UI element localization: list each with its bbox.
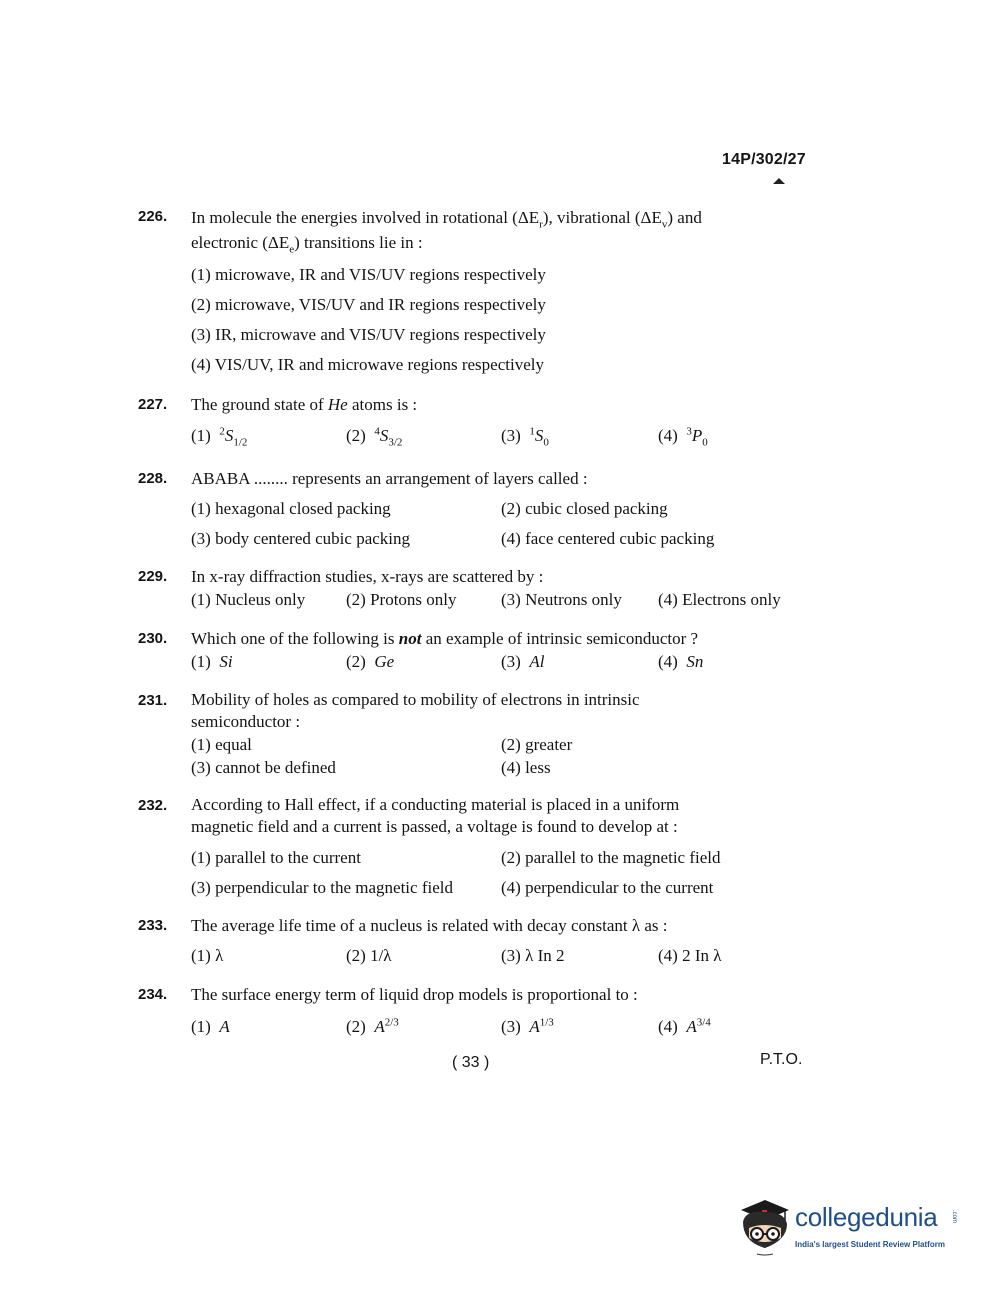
options (191, 263, 806, 383)
question-234 (138, 983, 806, 1038)
options (191, 944, 806, 967)
question-stem: ABABA ........ represents an arrangement of layers called : (191, 469, 588, 488)
options (191, 424, 806, 447)
question-number: 231. (138, 692, 168, 709)
question-number: 233. (138, 917, 168, 934)
question-232 (138, 794, 806, 899)
mascot-icon (735, 1196, 793, 1258)
option-3[interactable]: (3) Neutrons only (501, 590, 622, 609)
option-3[interactable]: (3) λ In 2 (501, 946, 565, 965)
logo-wordmark: collegedunia (795, 1202, 938, 1232)
question-stem: Mobility of holes as compared to mobility of electrons in intrinsic semiconductor : (191, 690, 640, 731)
option-4[interactable]: (4) Electrons only (658, 590, 781, 609)
question-number: 229. (138, 568, 168, 585)
options (191, 497, 806, 550)
page-number: ( 33 ) (452, 1054, 490, 1071)
question-number: 234. (138, 986, 168, 1003)
question-226 (138, 205, 806, 383)
option-1[interactable]: (1) λ (191, 946, 224, 965)
logo-tagline: India's largest Student Review Platform (795, 1240, 945, 1249)
question-stem: In x-ray diffraction studies, x-rays are scattered by : (191, 567, 544, 586)
option-4[interactable]: (4) VIS/UV, IR and microwave regions respectively (191, 355, 544, 374)
question-number: 228. (138, 470, 168, 487)
option-1[interactable]: (1) Si (191, 652, 233, 671)
question-stem: Which one of the following is not an example of intrinsic semiconductor ? (191, 629, 699, 648)
question-229 (138, 565, 806, 611)
question-stem: In molecule the energies involved in rotational $(\Delta E_r)$, vibrational $(\Delta E_v)$ and electronic $(\Delta E_e)$ transitions lie in : (191, 208, 702, 256)
option-2[interactable]: (2) 1/λ (346, 946, 392, 965)
option-3[interactable]: (3) $A^{1/3}$ (501, 1016, 554, 1036)
option-4[interactable]: (4) $^3P_0$ (658, 425, 708, 449)
question-227 (138, 393, 806, 447)
paper-code: 14P/302/27 (722, 151, 806, 168)
question-number: 226. (138, 208, 168, 225)
question-number: 230. (138, 630, 168, 647)
question-number: 232. (138, 797, 168, 814)
option-2[interactable]: (2) Ge (346, 652, 395, 671)
option-3[interactable]: (3) IR, microwave and VIS/UV regions respectively (191, 325, 546, 344)
pto-label: P.T.O. (760, 1051, 803, 1068)
option-4[interactable]: (4) $A^{3/4}$ (658, 1016, 711, 1036)
option-3[interactable]: (3) body centered cubic packing (191, 529, 411, 548)
option-1[interactable]: (1) Nucleus only (191, 590, 306, 609)
option-1[interactable]: (1) parallel to the current (191, 848, 361, 867)
option-1[interactable]: (1) A (191, 1017, 230, 1036)
question-number: 227. (138, 396, 168, 413)
options (191, 650, 806, 673)
options (191, 846, 806, 899)
question-233 (138, 914, 806, 967)
option-2[interactable]: (2) microwave, VIS/UV and IR regions respectively (191, 295, 546, 314)
question-230 (138, 627, 806, 673)
option-4[interactable]: (4) perpendicular to the current (501, 878, 714, 897)
option-2[interactable]: (2) cubic closed packing (501, 499, 668, 518)
option-1[interactable]: (1) hexagonal closed packing (191, 499, 391, 518)
option-2[interactable]: (2) $A^{2/3}$ (346, 1016, 399, 1036)
question-stem: The surface energy term of liquid drop models is proportional to : (191, 985, 638, 1004)
option-4[interactable]: (4) less (501, 758, 551, 777)
option-3[interactable]: (3) $^1S_0$ (501, 425, 549, 449)
option-3[interactable]: (3) perpendicular to the magnetic field (191, 878, 453, 897)
question-228 (138, 467, 806, 550)
option-4[interactable]: (4) Sn (658, 652, 704, 671)
question-stem: According to Hall effect, if a conducting material is placed in a uniform magnetic field and a current is passed, a voltage is found to develop at : (191, 795, 680, 836)
logo-domain: .com (951, 1210, 957, 1224)
options (191, 588, 806, 611)
option-2[interactable]: (2) $^4S_{3/2}$ (346, 425, 403, 449)
options (191, 733, 806, 779)
option-2[interactable]: (2) greater (501, 735, 573, 754)
collegedunia-logo[interactable] (735, 1196, 960, 1260)
question-stem: The average life time of a nucleus is related with decay constant λ as : (191, 916, 668, 935)
option-1[interactable]: (1) microwave, IR and VIS/UV regions respectively (191, 265, 546, 284)
option-2[interactable]: (2) parallel to the magnetic field (501, 848, 721, 867)
page-mark (773, 178, 785, 184)
option-3[interactable]: (3) cannot be defined (191, 758, 336, 777)
option-3[interactable]: (3) Al (501, 652, 545, 671)
option-1[interactable]: (1) $^2S_{1/2}$ (191, 425, 248, 449)
option-4[interactable]: (4) 2 In λ (658, 946, 722, 965)
options (191, 1015, 806, 1038)
question-231 (138, 689, 806, 779)
option-4[interactable]: (4) face centered cubic packing (501, 529, 715, 548)
option-1[interactable]: (1) equal (191, 735, 252, 754)
question-stem: The ground state of He atoms is : (191, 395, 418, 414)
option-2[interactable]: (2) Protons only (346, 590, 457, 609)
